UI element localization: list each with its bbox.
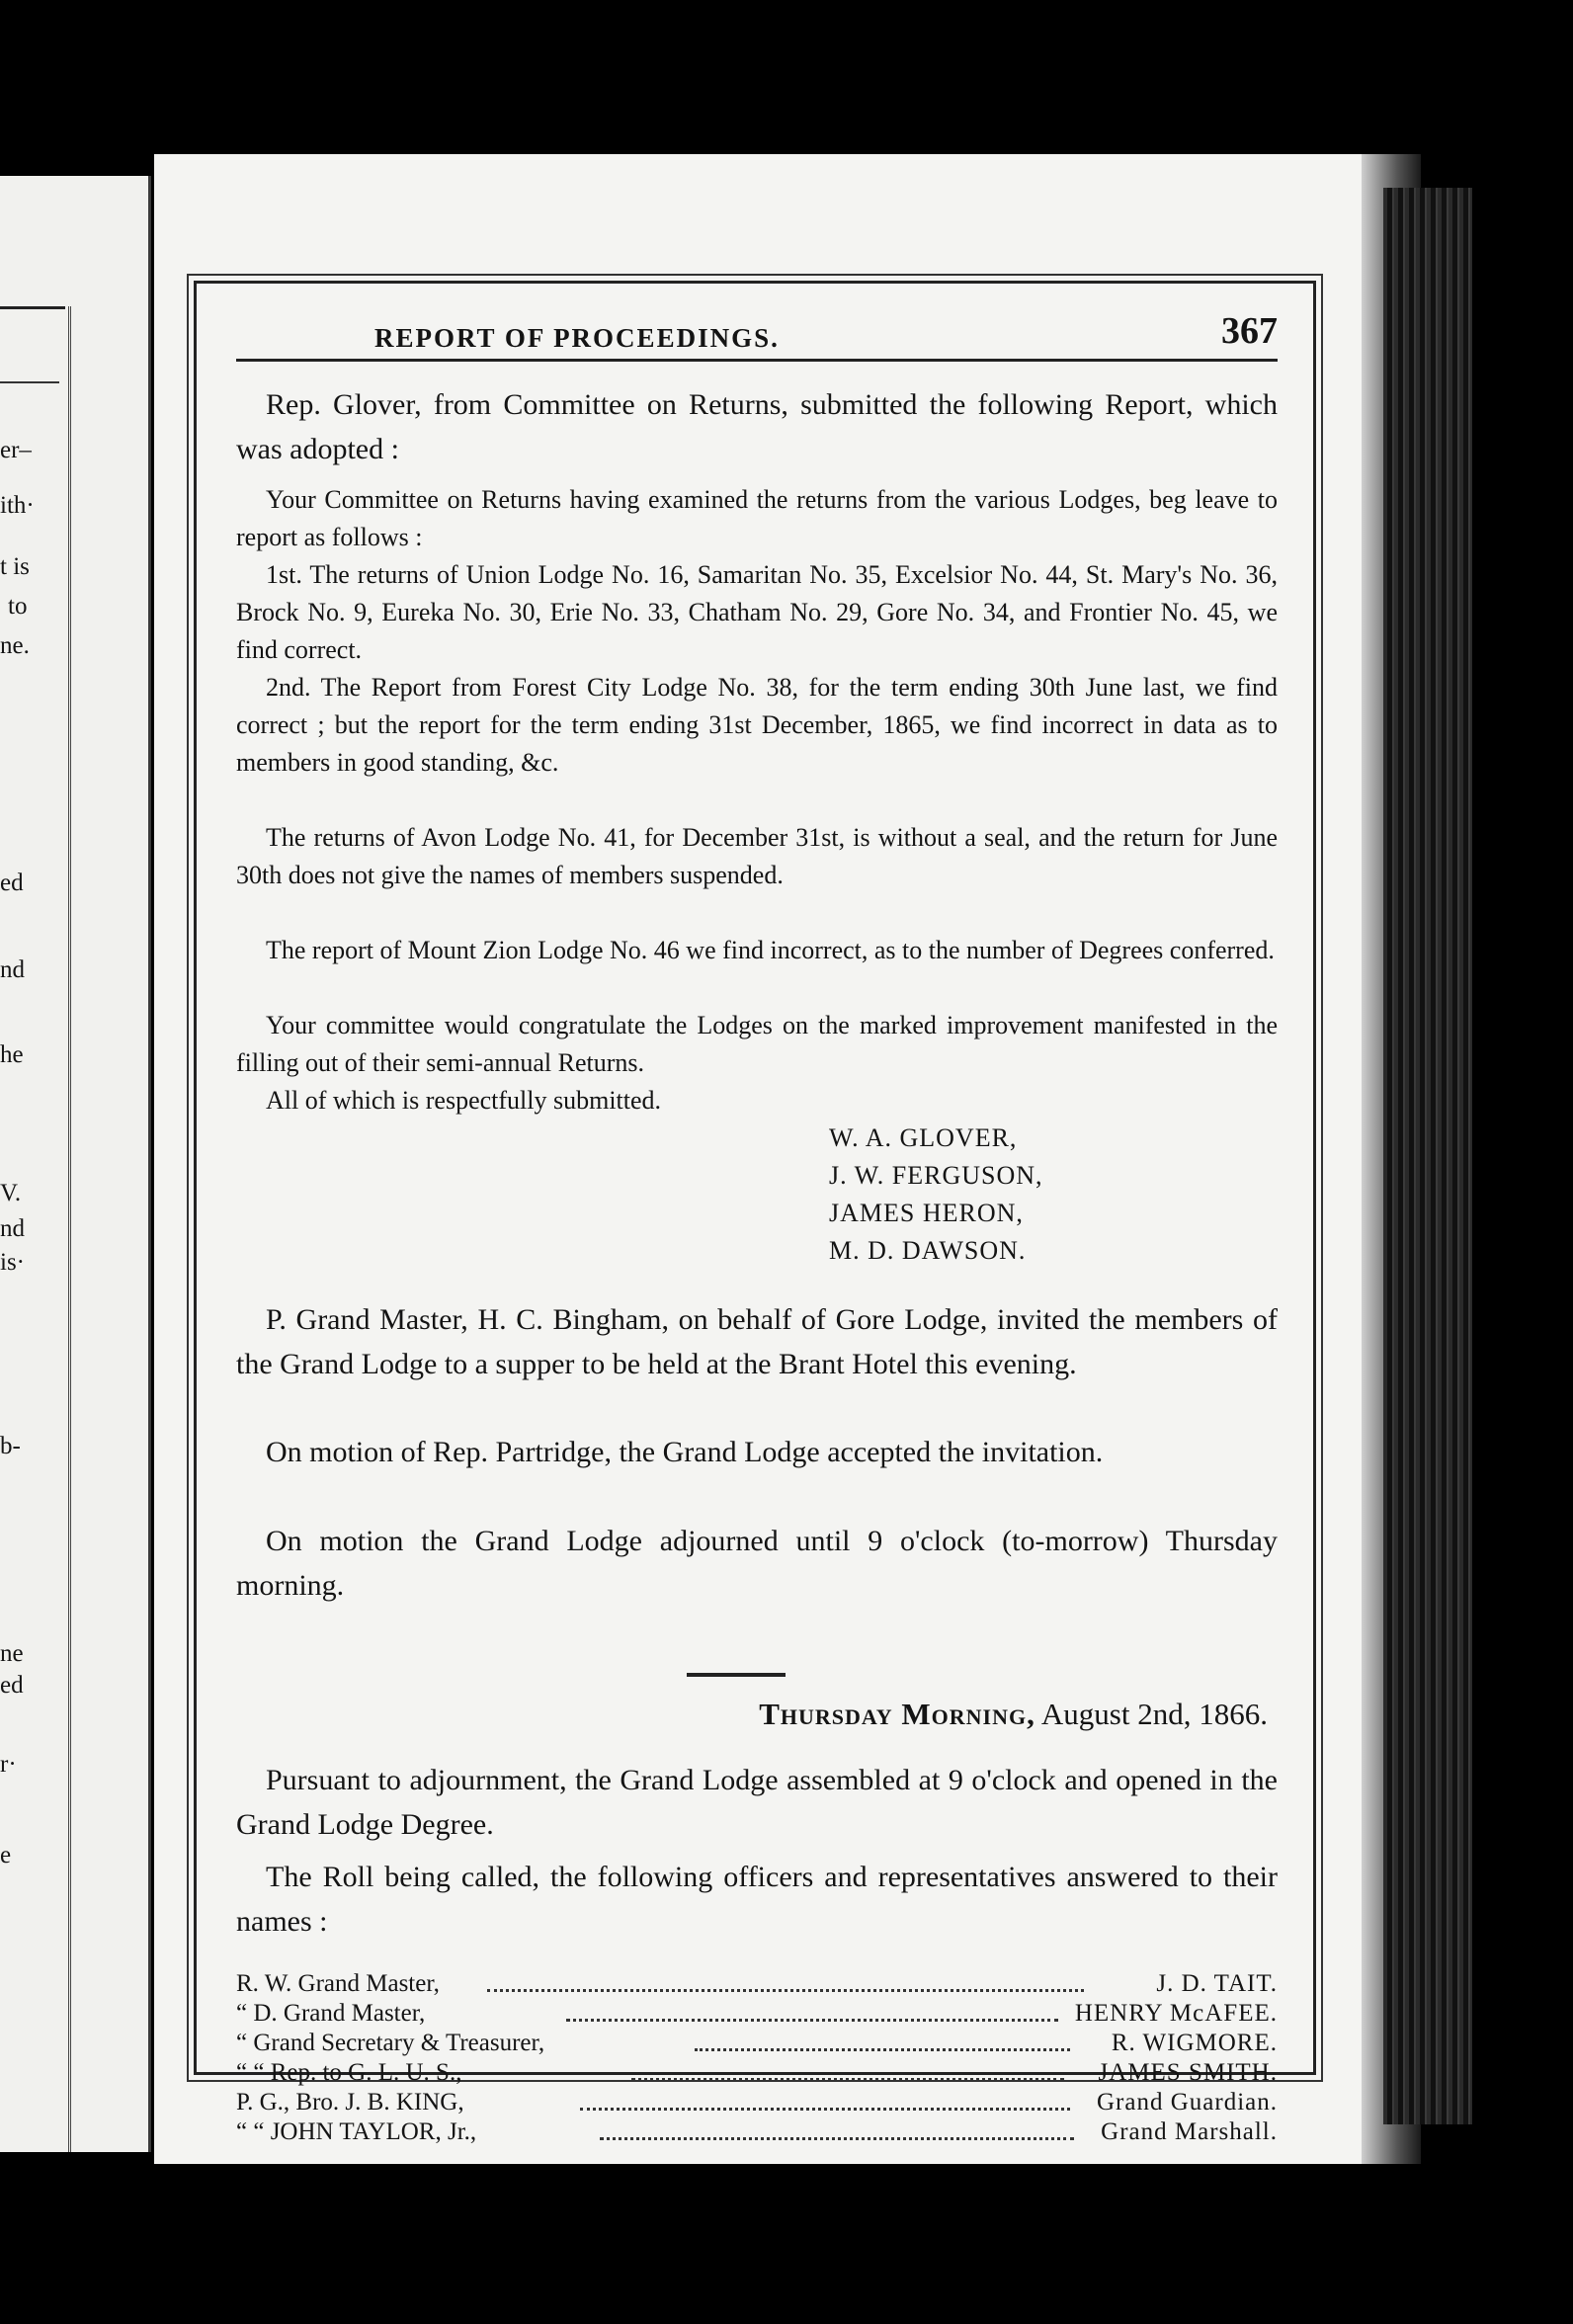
session-day: Thursday Morning,: [759, 1697, 1035, 1731]
paragraph: The report of Mount Zion Lodge No. 46 we find incorrect, as to the number of Degrees conferred.: [266, 936, 1275, 964]
facing-page: [0, 176, 151, 2152]
roll-name: HENRY McAFEE.: [1074, 2000, 1278, 2027]
facing-page-fragment: V.: [0, 1180, 22, 1206]
facing-page-rule: [0, 306, 65, 309]
paragraph: Rep. Glover, from Committee on Returns, submitted the following Report, which was adopted :: [236, 388, 1278, 465]
roll-row: [236, 2058, 1278, 2088]
facing-page-fragment: r·: [0, 1751, 17, 1778]
leader-dots: [695, 2029, 1070, 2051]
session-date: August 2nd, 1866.: [1040, 1697, 1268, 1731]
facing-page-fragment: ith·: [0, 492, 35, 519]
facing-page-fragment: ne: [0, 1640, 24, 1667]
facing-page-fragment: he: [0, 1041, 24, 1068]
section-divider: [687, 1673, 786, 1677]
leader-dots: [566, 1999, 1058, 2022]
facing-page-fragment: er–: [0, 437, 32, 463]
roll-office: “ “ JOHN TAYLOR, Jr.,: [236, 2118, 477, 2145]
page-frame: [194, 281, 1316, 2145]
roll-office: “ D. Grand Master,: [236, 2000, 426, 2027]
facing-page-fragment: ne.: [0, 632, 30, 659]
paragraph: Pursuant to adjournment, the Grand Lodge assembled at 9 o'clock and opened in the Grand Lodge Degree.: [236, 1764, 1278, 1841]
facing-page-fragment: b-: [0, 1433, 21, 1459]
roll-office: “ Grand Secretary & Treasurer,: [236, 2030, 545, 2056]
roll-row: [236, 2029, 1278, 2058]
roll-name: R. WIGMORE.: [1111, 2030, 1278, 2056]
page-header: [236, 309, 1278, 362]
paragraph: Your committee would congratulate the Lodges on the marked improvement manifested in the filling out of their semi-annual Returns.: [236, 1011, 1278, 1077]
roll-office: “ “ Rep. to G. L. U. S.,: [236, 2059, 462, 2086]
facing-page-fragment: ed: [0, 870, 24, 896]
paragraph: On motion of Rep. Partridge, the Grand Lodge accepted the invitation.: [266, 1436, 1104, 1468]
paragraph: P. Grand Master, H. C. Bingham, on behalf of Gore Lodge, invited the members of the Grand Lodge to a supper to be held at the Brant Hotel this evening.: [236, 1303, 1278, 1380]
paragraph: Your Committee on Returns having examined the returns from the various Lodges, beg leave to report as follows :: [236, 485, 1278, 551]
running-head: REPORT OF PROCEEDINGS.: [374, 323, 780, 353]
roll-name: J. D. TAIT.: [1156, 1970, 1278, 1997]
leader-dots: [580, 2088, 1070, 2111]
leader-dots: [631, 2058, 1064, 2081]
signatory: M. D. DAWSON.: [829, 1236, 1027, 1265]
paragraph: 1st. The returns of Union Lodge No. 16, Samaritan No. 35, Excelsior No. 44, St. Mary's No. 36, Brock No. 9, Eureka No. 30, Erie No. 33, Chatham No. 29, Gore No. 34, and Frontier No. 45, we find correct.: [236, 560, 1278, 664]
book-page-edges: [1383, 188, 1472, 2124]
session-heading: [759, 1697, 1268, 1732]
facing-page-fragment: nd: [0, 956, 25, 983]
facing-page-frame: [68, 306, 71, 2152]
signatory: J. W. FERGUSON,: [829, 1161, 1043, 1190]
paragraph: The Roll being called, the following officers and representatives answered to their names :: [236, 1861, 1278, 1938]
paragraph: The returns of Avon Lodge No. 41, for December 31st, is without a seal, and the return for June 30th does not give the names of members suspended.: [236, 823, 1278, 889]
roll-name: Grand Marshall.: [1101, 2118, 1278, 2145]
roll-name: Grand Guardian.: [1097, 2089, 1278, 2116]
paragraph: All of which is respectfully submitted.: [266, 1086, 662, 1115]
roll-row: [236, 2088, 1278, 2117]
paragraph: On motion the Grand Lodge adjourned until 9 o'clock (to-morrow) Thursday morning.: [236, 1525, 1278, 1602]
facing-page-rule: [0, 381, 59, 383]
facing-page-fragment: to: [8, 593, 28, 620]
signatory: W. A. GLOVER,: [829, 1123, 1018, 1152]
paragraph: 2nd. The Report from Forest City Lodge No. 38, for the term ending 30th June last, we find correct ; but the report for the term ending 31st December, 1865, we find incorrect in data as to members in good standing, &c.: [236, 673, 1278, 777]
page-number: 367: [1221, 310, 1278, 352]
roll-row: [236, 1969, 1278, 1999]
leader-dots: [487, 1969, 1084, 1992]
book-page: [154, 154, 1362, 2164]
roll-name: JAMES SMITH.: [1098, 2059, 1278, 2086]
leader-dots: [600, 2117, 1074, 2140]
facing-page-fragment: nd: [0, 1215, 25, 1242]
facing-page-fragment: t is: [0, 553, 30, 580]
facing-page-fragment: ed: [0, 1672, 24, 1699]
roll-row: [236, 1999, 1278, 2029]
facing-page-fragment: e: [0, 1842, 12, 1868]
roll-row: [236, 2117, 1278, 2147]
facing-page-fragment: is·: [0, 1249, 25, 1276]
signatory: JAMES HERON,: [829, 1199, 1024, 1227]
roll-office: P. G., Bro. J. B. KING,: [236, 2089, 464, 2116]
roll-office: R. W. Grand Master,: [236, 1970, 440, 1997]
